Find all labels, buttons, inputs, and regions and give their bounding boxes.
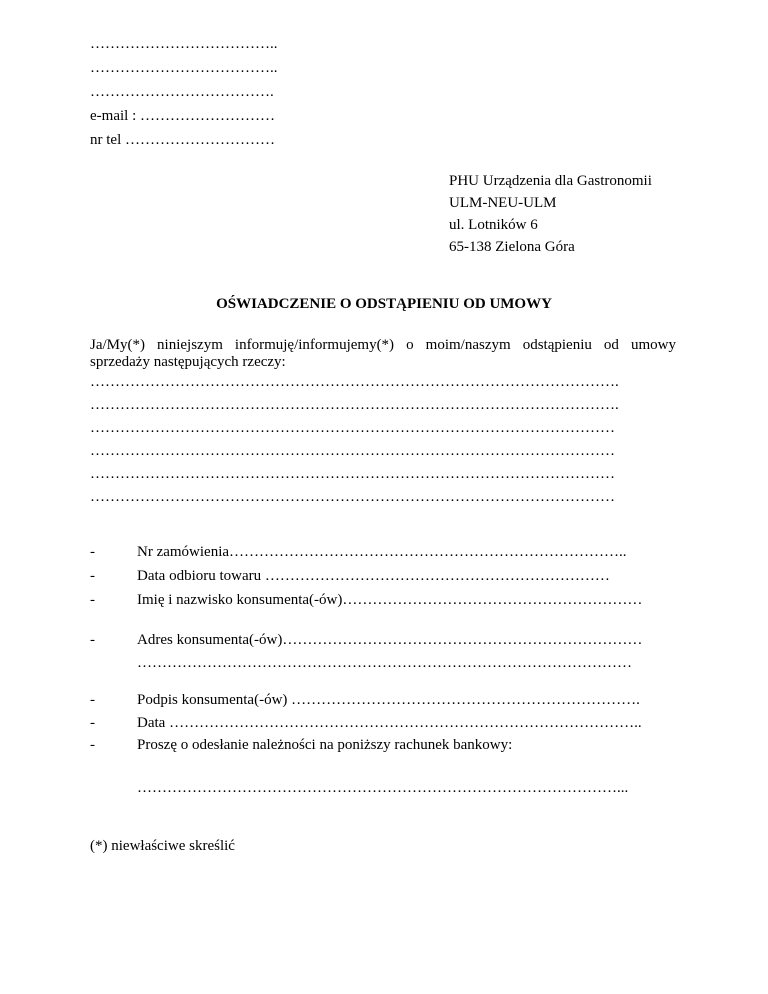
document-title: OŚWIADCZENIE O ODSTĄPIENIU OD UMOWY [216,296,552,312]
recipient-company: PHU Urządzenia dla Gastronomii [449,173,652,189]
list-dash: - [90,737,95,753]
sender-email: e-mail : ……………………… [90,108,275,124]
item-line: …………………………………………………………………………………………… [90,489,615,505]
list-dash: - [90,715,95,731]
item-line: …………………………………………………………………………………………… [90,443,615,459]
list-dash: - [90,568,95,584]
recipient-street: ul. Lotników 6 [449,217,538,233]
intro-paragraph: Ja/My(*) niniejszym informuję/informujemy(*) o moim/naszym odstąpieniu od umowy sprzedaży następujących rzeczy: [90,337,676,370]
date-field: Data ………………………………………………………………………………….. [137,715,642,731]
item-line: ……………………………………………………………………………………………. [90,397,619,413]
receipt-date-field: Data odbioru towaru …………………………………………………………… [137,568,610,584]
list-dash: - [90,692,95,708]
order-number-field: Nr zamówienia…………………………………………………………………….. [137,544,627,560]
list-dash: - [90,592,95,608]
sender-phone: nr tel ………………………… [90,132,275,148]
footnote: (*) niewłaściwe skreślić [90,838,235,854]
item-line: ……………………………………………………………………………………………. [90,374,619,390]
recipient-brand: ULM-NEU-ULM [449,195,557,211]
sender-line-2: ……………………………….. [90,60,278,76]
item-line: …………………………………………………………………………………………… [90,420,615,436]
consumer-name-field: Imię i nazwisko konsumenta(-ów)…………………………………………………… [137,592,643,608]
item-line: …………………………………………………………………………………………… [90,466,615,482]
list-dash: - [90,544,95,560]
sender-line-1: ……………………………….. [90,36,278,52]
bank-request-text: Proszę o odesłanie należności na poniższy rachunek bankowy: [137,737,513,753]
bank-account-field: ……………………………………………………………………………………... [137,780,629,796]
recipient-city: 65-138 Zielona Góra [449,239,575,255]
consumer-address-field: Adres konsumenta(-ów)……………………………………………………………… [137,632,643,648]
consumer-address-continuation: ……………………………………………………………………………………… [137,655,632,671]
signature-field: Podpis konsumenta(-ów) ……………………………………………………………. [137,692,640,708]
sender-line-3: ………………………………. [90,84,274,100]
list-dash: - [90,632,95,648]
